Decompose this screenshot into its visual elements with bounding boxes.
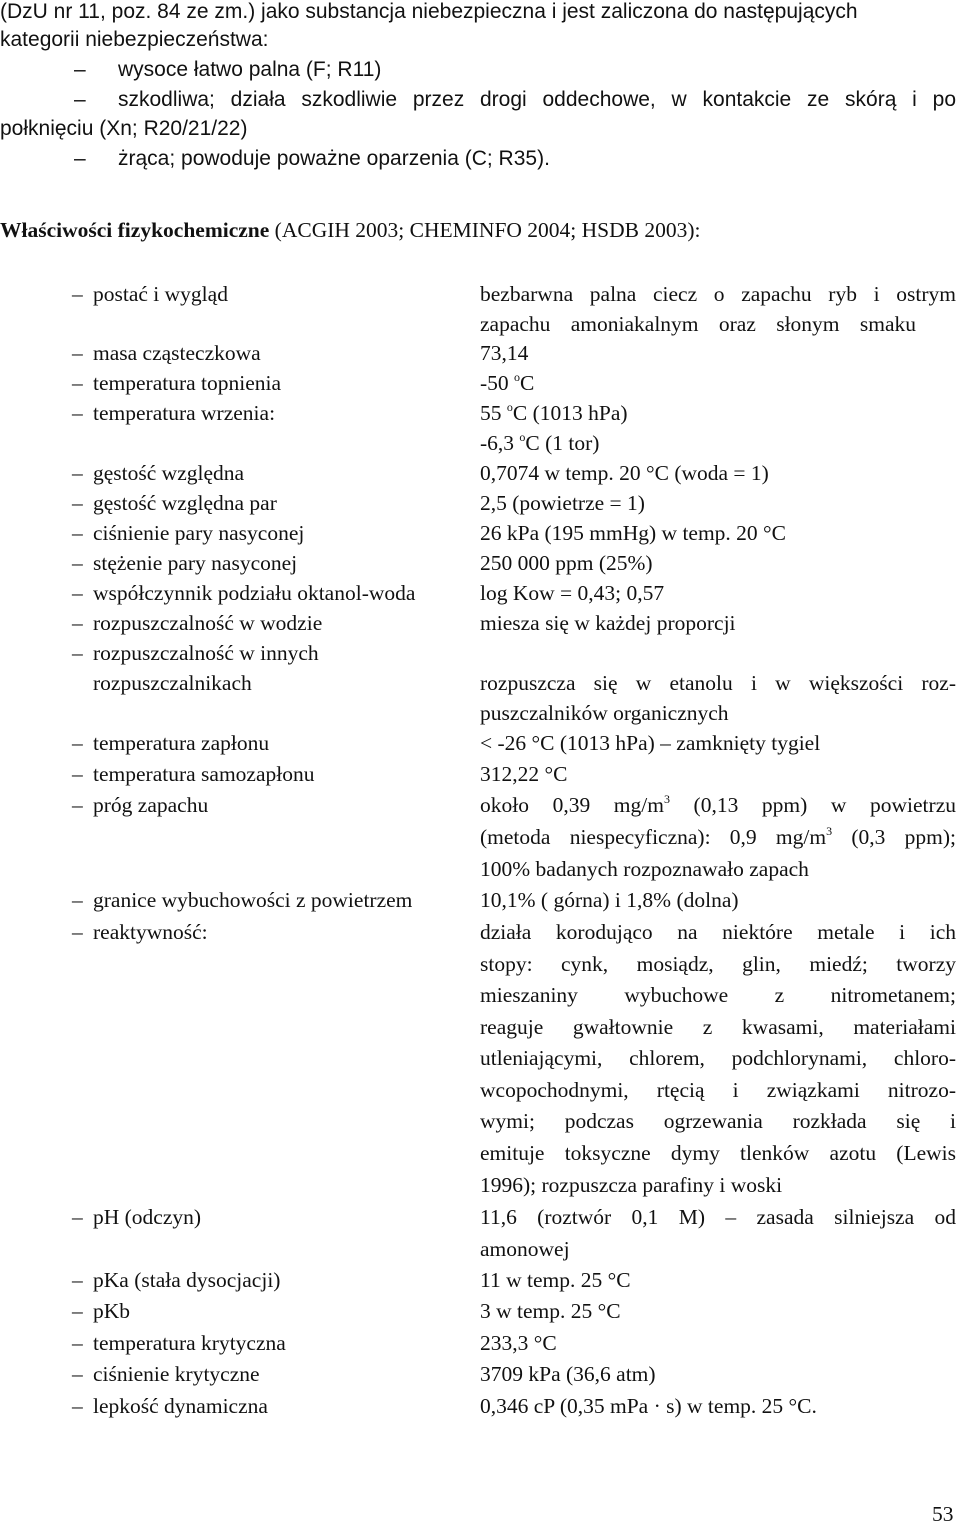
- list-dash: –: [72, 1268, 83, 1292]
- prop-value-odor-threshold-3: 100% badanych rozpoznawało zapach: [480, 857, 809, 881]
- list-dash: –: [72, 1331, 83, 1355]
- prop-label-reactivity: reaktywność:: [93, 920, 208, 944]
- prop-value-critical-temperature: 233,3 °C: [480, 1331, 557, 1355]
- prop-value-water-solubility: miesza się w każdej proporcji: [480, 611, 736, 635]
- section-title-sources: (ACGIH 2003; CHEMINFO 2004; HSDB 2003):: [269, 218, 701, 242]
- prop-label-vapor-concentration: stężenie pary nasyconej: [93, 551, 298, 575]
- prop-label-partition-coefficient: współczynnik podziału oktanol-woda: [93, 581, 416, 605]
- prop-label-molar-mass: masa cząsteczkowa: [93, 341, 261, 365]
- list-dash: –: [72, 581, 83, 605]
- prop-value-viscosity: 0,346 cP (0,35 mPa · s) w temp. 25 °C.: [480, 1394, 817, 1418]
- prop-label-water-solubility: rozpuszczalność w wodzie: [93, 611, 323, 635]
- prop-value-reactivity-line: utleniającymi, chlorem, podchlorynami, chloro-: [480, 1046, 956, 1070]
- prop-value-molar-mass: 73,14: [480, 341, 529, 365]
- hazard-item-harmful: szkodliwa; działa szkodliwie przez drogi oddechowe, w kontakcie ze skórą i po: [118, 88, 956, 111]
- prop-label-pkb: pKb: [93, 1299, 131, 1323]
- prop-label-viscosity: lepkość dynamiczna: [93, 1394, 268, 1418]
- hazard-item-harmful-cont: połknięciu (Xn; R20/21/22): [0, 117, 248, 140]
- list-dash: –: [72, 920, 83, 944]
- prop-value-appearance-2: zapachu amoniakalnym oraz słonym smaku: [480, 312, 916, 336]
- prop-value-partition-coefficient: log Kow = 0,43; 0,57: [480, 581, 665, 605]
- prop-value-melting-point: -50 $^o$C: [480, 370, 535, 395]
- prop-value-flash-point: < -26 °C (1013 hPa) – zamknięty tygiel: [480, 731, 821, 755]
- section-title-bold: Właściwości fizykochemiczne: [0, 218, 270, 242]
- prop-value-pka: 11 w temp. 25 °C: [480, 1268, 631, 1292]
- prop-value-pkb: 3 w temp. 25 °C: [480, 1299, 621, 1323]
- prop-label-solvent-solubility-1: rozpuszczalność w innych: [93, 641, 319, 665]
- prop-label-explosive-limits: granice wybuchowości z powietrzem: [93, 888, 413, 912]
- list-dash: –: [72, 1362, 83, 1386]
- prop-value-autoignition: 312,22 °C: [480, 762, 568, 786]
- prop-value-odor-threshold-1: około 0,39 $mg/m^3$ (0,13 ppm) w powietrzu: [480, 792, 956, 817]
- list-dash: –: [72, 731, 83, 755]
- intro-line-2: kategorii niebezpieczeństwa:: [0, 28, 269, 51]
- list-dash: –: [72, 888, 83, 912]
- prop-value-appearance-1: bezbarwna palna ciecz o zapachu ryb i ostrym: [480, 282, 956, 306]
- prop-value-explosive-limits: 10,1% ( górna) i 1,8% (dolna): [480, 888, 739, 912]
- list-dash: –: [74, 58, 86, 81]
- prop-value-reactivity-line: stopy: cynk, mosiądz, glin, miedź; tworzy: [480, 952, 956, 976]
- prop-value-reactivity-line: reaguje gwałtownie z kwasami, materiałami: [480, 1015, 956, 1039]
- prop-value-ph-2: amonowej: [480, 1237, 570, 1261]
- prop-value-reactivity-line: wcopochodnymi, rtęcią i związkami nitrozo-: [480, 1078, 956, 1102]
- list-dash: –: [72, 762, 83, 786]
- prop-value-reactivity-line: działa korodująco na niektóre metale i ich: [480, 920, 956, 944]
- prop-value-reactivity-line: wymi; podczas ogrzewania rozkłada się i: [480, 1109, 956, 1133]
- prop-label-melting-point: temperatura topnienia: [93, 371, 282, 395]
- list-dash: –: [74, 88, 86, 111]
- hazard-item-corrosive: żrąca; powoduje poważne oparzenia (C; R35).: [118, 147, 550, 170]
- list-dash: –: [72, 1394, 83, 1418]
- prop-value-boiling-point-2: -6,3 $^o$C (1 tor): [480, 430, 600, 455]
- prop-value-solvent-solubility-2: puszczalników organicznych: [480, 701, 729, 725]
- list-dash: –: [72, 341, 83, 365]
- list-dash: –: [72, 1299, 83, 1323]
- prop-label-autoignition: temperatura samozapłonu: [93, 762, 315, 786]
- list-dash: –: [74, 147, 86, 170]
- prop-label-boiling-point: temperatura wrzenia:: [93, 401, 276, 425]
- page-number: 53: [932, 1502, 954, 1526]
- list-dash: –: [72, 611, 83, 635]
- list-dash: –: [72, 282, 83, 306]
- prop-label-appearance: postać i wygląd: [93, 282, 228, 306]
- prop-value-critical-pressure: 3709 kPa (36,6 atm): [480, 1362, 656, 1386]
- list-dash: –: [72, 1205, 83, 1229]
- list-dash: –: [72, 641, 83, 665]
- list-dash: –: [72, 551, 83, 575]
- prop-value-density: 0,7074 w temp. 20 °C (woda = 1): [480, 461, 769, 485]
- list-dash: –: [72, 401, 83, 425]
- prop-value-ph-1: 11,6 (roztwór 0,1 M) – zasada silniejsza od: [480, 1205, 956, 1229]
- prop-label-density: gęstość względna: [93, 461, 245, 485]
- list-dash: –: [72, 793, 83, 817]
- list-dash: –: [72, 461, 83, 485]
- intro-line-1: (DzU nr 11, poz. 84 ze zm.) jako substancja niebezpieczna i jest zaliczona do następujących: [0, 0, 858, 23]
- list-dash: –: [72, 491, 83, 515]
- prop-label-ph: pH (odczyn): [93, 1205, 202, 1229]
- prop-value-vapor-pressure: 26 kPa (195 mmHg) w temp. 20 °C: [480, 521, 786, 545]
- list-dash: –: [72, 371, 83, 395]
- prop-label-solvent-solubility-2: rozpuszczalnikach: [93, 671, 252, 695]
- prop-value-reactivity-line: emituje toksyczne dymy tlenków azotu (Lewis: [480, 1141, 956, 1165]
- prop-value-vapor-concentration: 250 000 ppm (25%): [480, 551, 653, 575]
- hazard-item-flammable: wysoce łatwo palna (F; R11): [118, 58, 382, 81]
- prop-label-vapor-density: gęstość względna par: [93, 491, 277, 515]
- prop-value-solvent-solubility-1: rozpuszcza się w etanolu i w większości roz-: [480, 671, 956, 695]
- prop-value-odor-threshold-2: (metoda niespecyficzna): 0,9 $mg/m^3$ (0,3 ppm);: [480, 824, 956, 849]
- prop-value-reactivity-line: mieszaniny wybuchowe z nitrometanem;: [480, 983, 956, 1007]
- prop-label-flash-point: temperatura zapłonu: [93, 731, 270, 755]
- prop-label-pka: pKa (stała dysocjacji): [93, 1268, 281, 1292]
- section-title: [0, 216, 701, 244]
- prop-value-boiling-point-1: 55 $^o$C (1013 hPa): [480, 400, 628, 425]
- prop-label-vapor-pressure: ciśnienie pary nasyconej: [93, 521, 305, 545]
- prop-label-odor-threshold: próg zapachu: [93, 793, 209, 817]
- prop-value-reactivity-line: 1996); rozpuszcza parafiny i woski: [480, 1173, 783, 1197]
- prop-value-vapor-density: 2,5 (powietrze = 1): [480, 491, 645, 515]
- list-dash: –: [72, 521, 83, 545]
- prop-label-critical-temperature: temperatura krytyczna: [93, 1331, 286, 1355]
- prop-label-critical-pressure: ciśnienie krytyczne: [93, 1362, 260, 1386]
